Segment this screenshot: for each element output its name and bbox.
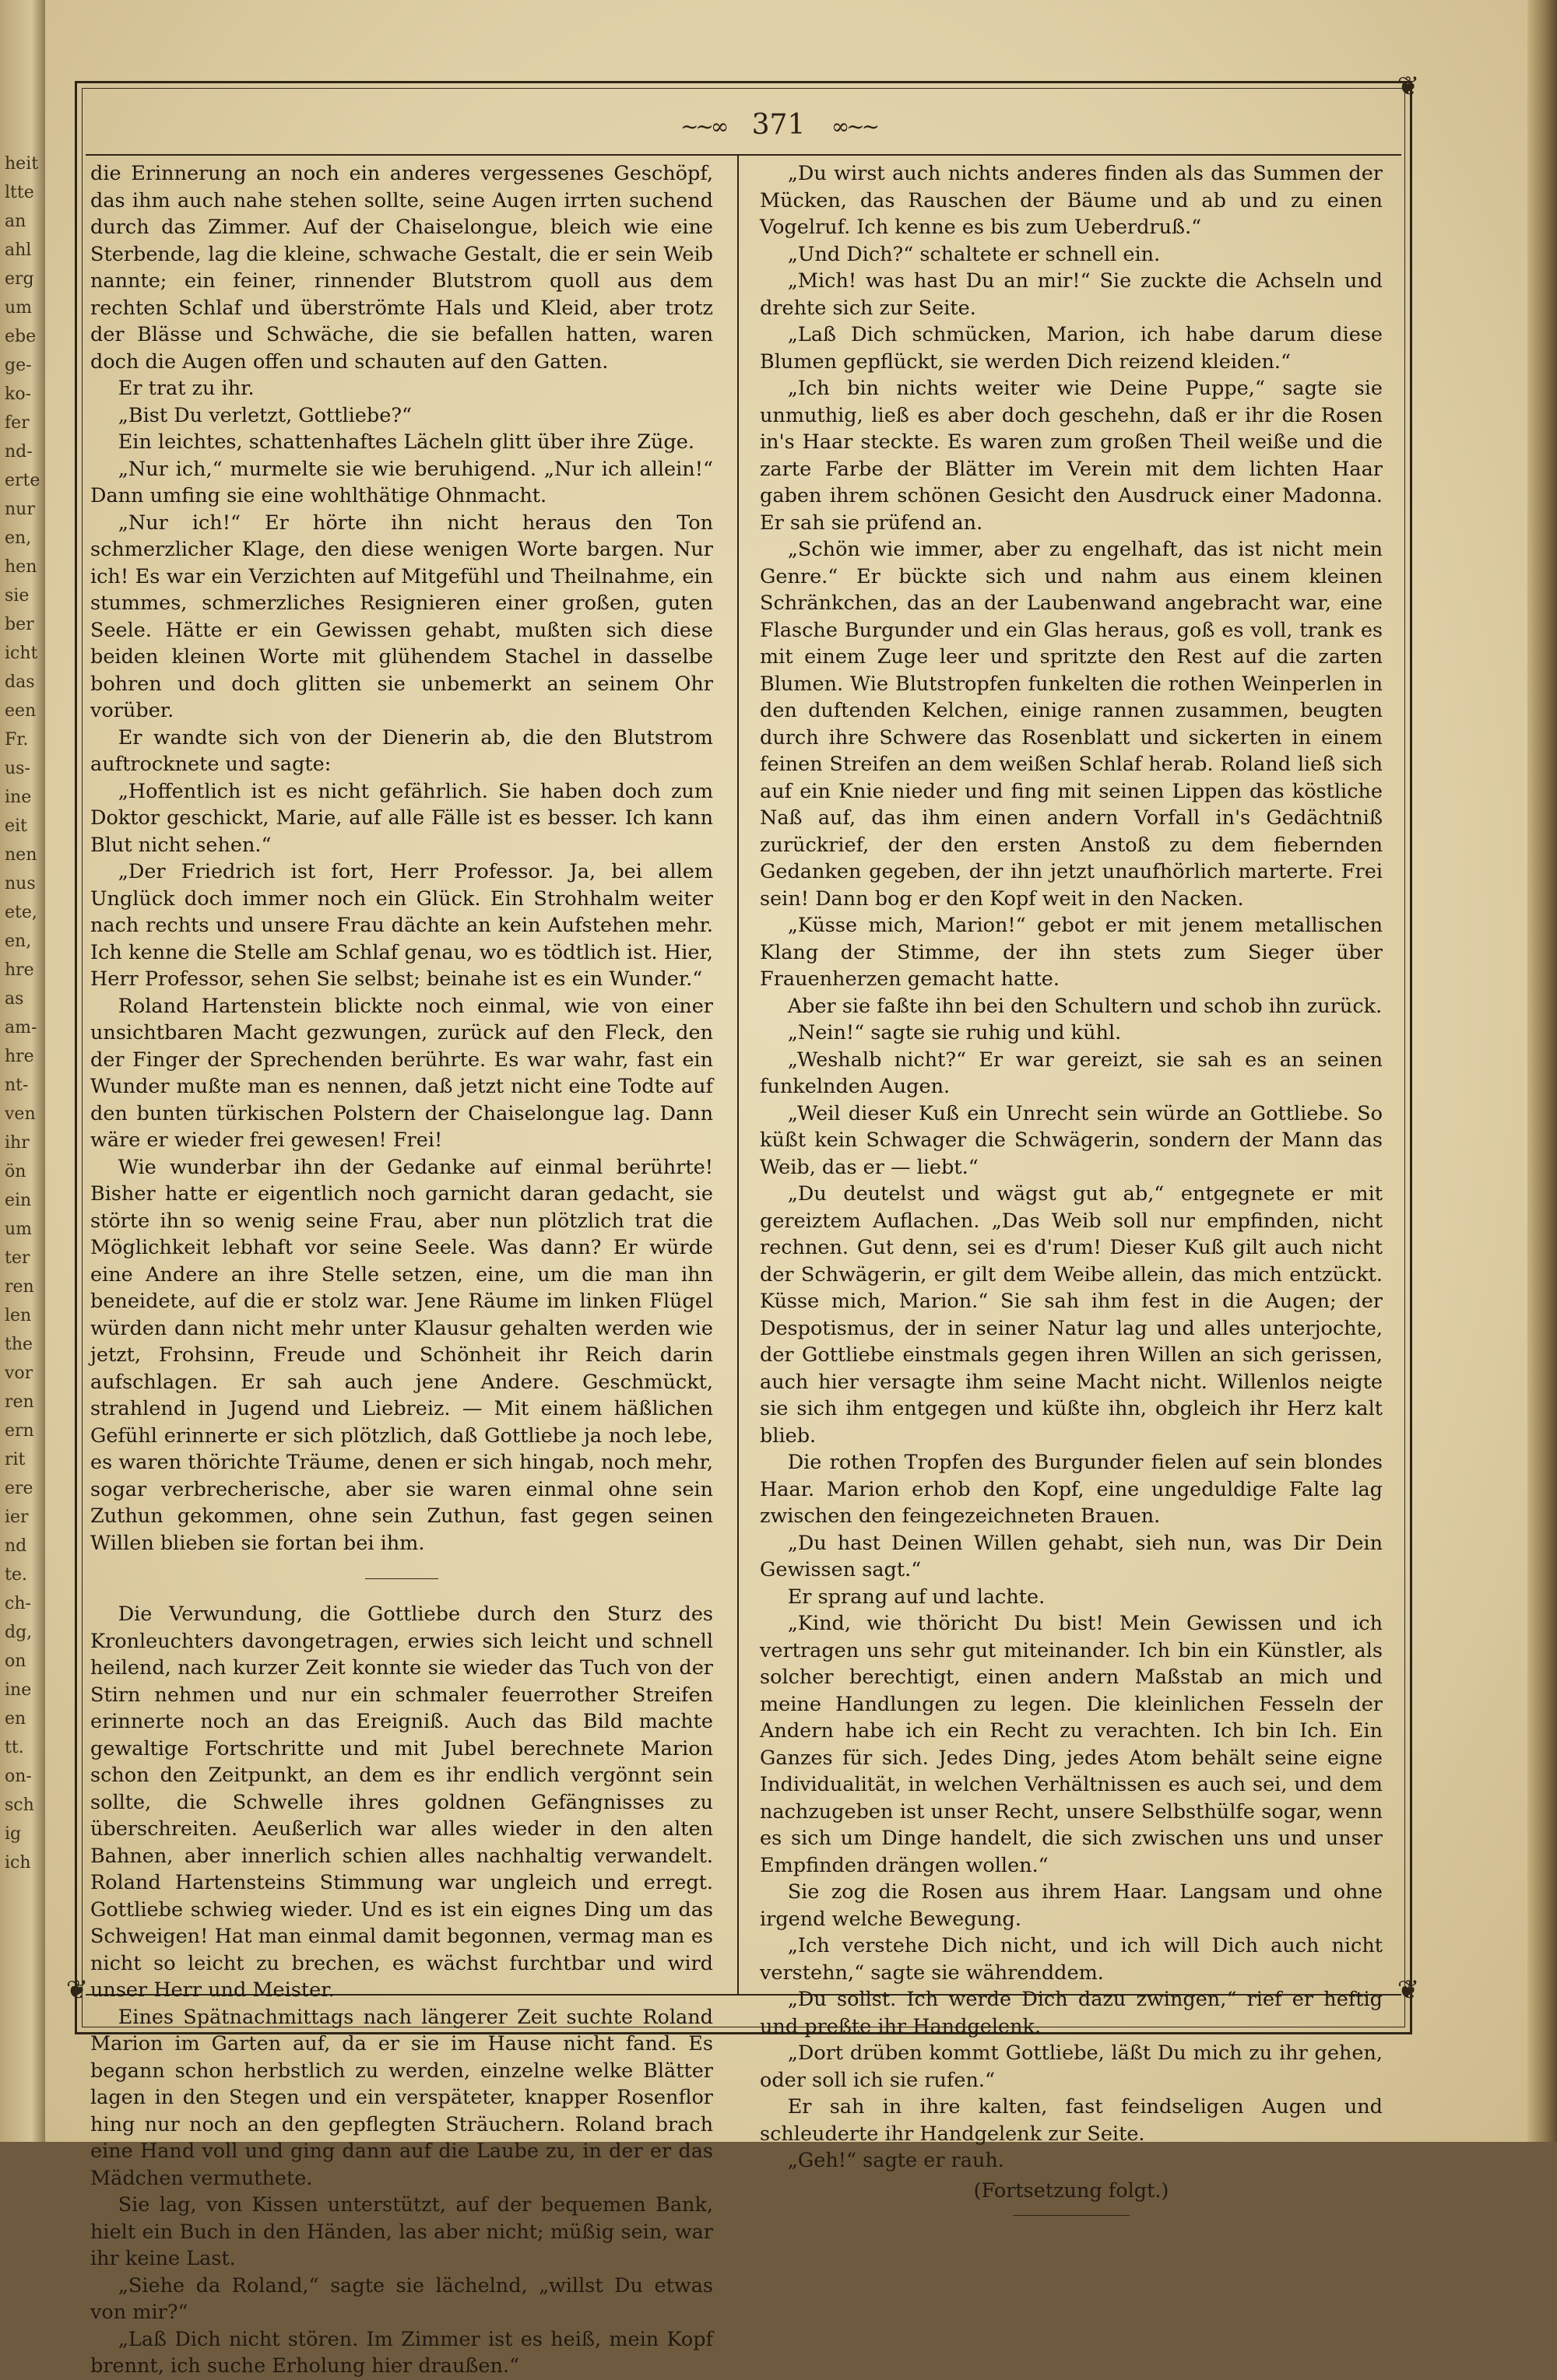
end-separator <box>1013 2215 1130 2216</box>
margin-fragment: ihr <box>5 1135 30 1152</box>
margin-fragment: ch- <box>5 1595 31 1613</box>
paragraph: „Siehe da Roland,“ sagte sie lächelnd, „willst Du etwas von mir?“ <box>90 2273 713 2324</box>
margin-fragment: erg <box>5 271 34 288</box>
paragraph: „Mich! was hast Du an mir!“ Sie zuckte die Achseln und drehte sich zur Seite. <box>760 269 1383 320</box>
paragraph: Er sprang auf und lachte. <box>787 1585 1046 1609</box>
paragraph: „Du deutelst und wägst gut ab,“ entgegnete er mit gereiztem Auflachen. „Das Weib soll nur empfinden, nicht rechnen. Gut denn, sei es d'rum! Dieser Kuß gilt auch nicht der Schwägerin, er gilt dem Weibe allein, das mich entzückt. Küsse mich, Marion.“ Sie sah ihm fest in die Augen; der Despotismus, der in seiner Natur lag und alles unterjochte, der Gottliebe einstmals gegen ihren Willen an sich gerissen, auch hier versagte ihm seine Macht nicht. Willenlos neigte sie sich ihm entgegen und küßte ihn, obgleich ihr Herz kalt blieb. <box>760 1182 1383 1448</box>
margin-fragment: dg, <box>5 1624 33 1641</box>
paragraph: „Du hast Deinen Willen gehabt, sieh nun, was Dir Dein Gewissen sagt.“ <box>760 1531 1383 1581</box>
margin-fragment: ig <box>5 1826 22 1843</box>
paragraph: Die Verwundung, die Gottliebe durch den Sturz des Kronleuchters davongetragen, erwies sich leicht und schnell heilend, nach kurzer Zeit konnte sie wieder das Tuch von der Stirn nehmen und nur ein schmaler feuerrother Streifen erinnerte noch an das Ereigniß. Auch das Bild machte gewaltige Fortschritte und mit Jubel berechnete Marion schon den Zeitpunkt, an dem es ihr endlich vergönnt sein sollte, die Schwelle ihres goldnen Gefängnisses zu überschreiten. Aeußerlich war alles wieder in den alten Bahnen, aber innerlich schien alles nachhaltig verwandelt. Roland Hartensteins Stimmung war ungleich und erregt. Gottliebe schwieg wieder. Und es ist ein eignes Ding um das Schweigen! Hat man einmal damit begonnen, vermag man es nicht so leicht zu brechen, es wächst furchtbar und wird unser Herr und Meister. <box>90 1602 713 2002</box>
paragraph: „Ich verstehe Dich nicht, und ich will Dich auch nicht verstehn,“ sagte sie währenddem. <box>760 1934 1383 1985</box>
paragraph: „Hoffentlich ist es nicht gefährlich. Sie haben doch zum Doktor geschickt, Marie, auf alle Fälle ist es besser. Ich kann Blut nicht sehen.“ <box>90 779 713 857</box>
paragraph: Aber sie faßte ihn bei den Schultern und schob ihn zurück. <box>787 994 1383 1018</box>
paragraph: „Dort drüben kommt Gottliebe, läßt Du mich zu ihr gehen, oder soll ich sie rufen.“ <box>760 2041 1383 2092</box>
margin-fragment: hen <box>5 559 37 576</box>
header-ornament-left: ~~∞ <box>680 114 726 139</box>
margin-fragment: nus <box>5 876 36 893</box>
margin-fragment: the <box>5 1336 33 1353</box>
margin-fragment: Fr. <box>5 732 29 749</box>
paragraph: „Bist Du verletzt, Gottliebe?“ <box>118 403 413 427</box>
margin-fragment: en <box>5 1711 26 1728</box>
margin-fragment: us- <box>5 760 30 778</box>
margin-fragment: vor <box>5 1365 33 1382</box>
margin-fragment: ber <box>5 616 34 634</box>
margin-fragment: nen <box>5 847 37 864</box>
paragraph: Eines Spätnachmittags nach längerer Zeit suchte Roland Marion im Garten auf, da er sie im Hause nicht fand. Es begann schon herbstlich zu werden, einzelne welke Blätter lagen in den Stegen und ein verspäteter, knapper Rosenflor hing nur noch an den gepflegten Sträuchern. Roland brach eine Hand voll und ging dann auf die Laube zu, in der er das Mädchen vermuthete. <box>90 2005 713 2190</box>
paragraph: „Nur ich,“ murmelte sie wie beruhigend. „Nur ich allein!“ Dann umfing sie eine wohlthätige Ohnmacht. <box>90 457 713 507</box>
margin-fragment: nd- <box>5 444 33 461</box>
paragraph: „Weil dieser Kuß ein Unrecht sein würde an Gottliebe. So küßt kein Schwager die Schwägerin, sondern der Mann das Weib, das er — liebt.“ <box>760 1101 1383 1179</box>
corner-ornament-bottom-right: ❦ <box>1397 1975 1420 2006</box>
paragraph: „Du wirst auch nichts anderes finden als das Summen der Mücken, das Rauschen der Bäume und ab und zu einen Vogelruf. Ich kenne es bis zum Ueberdruß.“ <box>760 162 1383 239</box>
margin-fragment: heit <box>5 156 39 173</box>
margin-fragment: ine <box>5 789 32 806</box>
paragraph: „Laß Dich schmücken, Marion, ich habe darum diese Blumen gepflückt, sie werden Dich reizend kleiden.“ <box>760 323 1383 374</box>
margin-fragment: ahl <box>5 242 32 259</box>
margin-fragment: ven <box>5 1106 36 1123</box>
paragraph: „Geh!“ sagte er rauh. <box>787 2149 1004 2172</box>
paragraph: „Nur ich!“ Er hörte ihn nicht heraus den Ton schmerzlicher Klage, den diese wenigen Worte bargen. Nur ich! Es war ein Verzichten auf Mitgefühl und Theilnahme, ein stummes, schmerzliches Resignieren einer großen, guten Seele. Hätte er ein Gewissen gehabt, mußten sich diese beiden kleinen Worte mit glühendem Stachel in dasselbe bohren und doch glitten sie unbemerkt an seinem Ohr vorüber. <box>90 511 713 722</box>
margin-fragment: am- <box>5 1020 37 1037</box>
paragraph: Er sah in ihre kalten, fast feindseligen Augen und schleuderte ihr Handgelenk zur Seite. <box>760 2095 1383 2146</box>
header-rule <box>86 154 1401 156</box>
margin-fragment: ete, <box>5 904 37 921</box>
margin-fragment: erte <box>5 472 40 490</box>
margin-fragment: ier <box>5 1509 29 1526</box>
left-column-text-part-1 <box>90 160 713 1557</box>
header-ornament-right: ∞~~ <box>831 114 877 139</box>
paragraph: Er wandte sich von der Dienerin ab, die den Blutstrom auftrocknete und sagte: <box>90 725 713 776</box>
margin-fragment: fer <box>5 415 30 432</box>
paragraph: „Schön wie immer, aber zu engelhaft, das ist nicht mein Genre.“ Er bückte sich und nahm aus einem kleinen Schränkchen, das an der Laubenwand angebracht war, eine Flasche Burgunder und ein Glas heraus, goß es voll, trank es mit einem Zuge leer und spritzte den Rest auf die zarten Blumen. Wie Blutstropfen funkelten die rothen Weinperlen in den duftenden Kelchen, einige rannen zusammen, beugten durch ihre Schwere das Rosenblatt und sickerten in einem feinen Streifen an dem weißen Schlaf herab. Roland ließ sich auf ein Knie nieder und fing mit seinen Lippen das köstliche Naß auf, das ihm einen andern Vorfall in's Gedächtniß zurückrief, der den ersten Anstoß zu dem fiebernden Gedanken gegeben, der ihn jetzt unaufhörlich marterte. Frei sein! Dann bog er den Kopf weit in den Nacken. <box>760 538 1383 911</box>
margin-fragment: nur <box>5 501 35 518</box>
margin-fragment: hre <box>5 962 34 979</box>
paragraph: „Kind, wie thöricht Du bist! Mein Gewissen und ich vertragen uns sehr gut miteinander. Ich bin ein Künstler, als solcher berechtigt, einen andern Maßstab an mich und meine Handlungen zu legen. Die kleinlichen Fesseln der Andern habe ich ein Recht zu verachten. Ich bin Ich. Ein Ganzes für sich. Jedes Ding, jedes Atom behält seine eigne Individualität, in welchen Verhältnissen es auch sei, und dem nachzugeben ist unser Recht, unsere Selbsthülfe sogar, wenn es sich um Dinge handelt, die sich zwischen uns und unser Empfinden drängen wollen.“ <box>760 1612 1383 1877</box>
right-column-text <box>760 160 1383 2175</box>
corner-ornament-bottom-left: ❦ <box>65 1975 89 2006</box>
page-header <box>0 109 1557 141</box>
paragraph: Er trat zu ihr. <box>118 377 255 400</box>
paragraph: Ein leichtes, schattenhaftes Lächeln glitt über ihre Züge. <box>118 430 694 454</box>
paragraph: Sie lag, von Kissen unterstützt, auf der bequemen Bank, hielt ein Buch in den Händen, las aber nicht; müßig sein, war ihr keine Last. <box>90 2193 713 2270</box>
margin-fragment: ine <box>5 1682 32 1699</box>
corner-ornament-top-right: ❦ <box>1397 71 1420 102</box>
margin-fragment: ere <box>5 1480 33 1497</box>
paragraph: Sie zog die Rosen aus ihrem Haar. Langsam und ohne irgend welche Bewegung. <box>760 1880 1383 1931</box>
margin-fragment: ebe <box>5 328 37 346</box>
left-column <box>90 160 713 2380</box>
paragraph: „Ich bin nichts weiter wie Deine Puppe,“ sagte sie unmuthig, ließ es aber doch geschehn, daß er ihr die Rosen in's Haar steckte. Es waren zum großen Theil weiße und die zarte Farbe der Blätter im Verein mit dem lichten Haar gaben ihrem schönen Gesicht den Ausdruck einer Madonna. Er sah sie prüfend an. <box>760 377 1383 535</box>
margin-fragment: tt. <box>5 1739 24 1757</box>
margin-fragment: an <box>5 213 26 230</box>
page-number: 371 <box>751 109 806 141</box>
margin-fragment: ern <box>5 1423 34 1440</box>
margin-fragment: ein <box>5 1192 32 1209</box>
paragraph: „Und Dich?“ schaltete er schnell ein. <box>787 242 1161 266</box>
margin-fragment: ren <box>5 1279 34 1296</box>
paragraph: „Laß Dich nicht stören. Im Zimmer ist es heiß, mein Kopf brennt, ich suche Erholung hier draußen.“ <box>90 2327 713 2378</box>
margin-fragment: en, <box>5 933 32 950</box>
margin-fragment: nt- <box>5 1077 29 1094</box>
margin-fragment: rit <box>5 1452 26 1469</box>
margin-fragment: ko- <box>5 386 32 403</box>
paragraph: Wie wunderbar ihn der Gedanke auf einmal berührte! Bisher hatte er eigentlich noch garnicht daran gedacht, sie störte ihn so wenig seine Frau, aber nun plötzlich trat die Möglichkeit lebhaft vor seine Seele. Was dann? Er würde eine Andere an ihre Stelle setzen, eine, um die man ihn beneidete, auf die er stolz war. Jene Räume im linken Flügel würden dann nicht mehr unter Klausur gehalten werden wie jetzt, Frohsinn, Freude und Schönheit ihr Reich darin aufschlagen. Er sah auch jene Andere. Geschmückt, strahlend in Jugend und Liebreiz. — Mit einem häßlichen Gefühl erinnerte er sich plötzlich, daß Gottliebe ja noch lebe, es waren thörichte Träume, denen er sich hingab, noch mehr, sogar verbrecherische, aber sie waren einmal ohne sein Zuthun gekommen, ohne sein Zuthun, fast gegen seinen Willen blieben sie fortan bei ihm. <box>90 1155 713 1555</box>
margin-fragment: icht <box>5 645 38 662</box>
paragraph: „Weshalb nicht?“ Er war gereizt, sie sah es an seinen funkelnden Augen. <box>760 1048 1383 1098</box>
margin-fragment: ltte <box>5 184 34 202</box>
paragraph: die Erinnerung an noch ein anderes vergessenes Geschöpf, das ihm auch nahe stehen sollte, seine Augen irrten suchend durch das Zimmer. Auf der Chaiselongue, bleich wie eine Sterbende, lag die kleine, schwache Gestalt, die er sein Weib nannte; ein feiner, rinnender Blutstrom quoll aus dem rechten Schlaf und überströmte Hals und Kleid, aber trotz der Blässe und Schwäche, die sie befallen hatten, waren doch die Augen offen und schauten auf den Gatten. <box>90 162 713 374</box>
section-separator <box>365 1578 438 1579</box>
paragraph: „Der Friedrich ist fort, Herr Professor. Ja, bei allem Unglück doch immer noch ein Glück. Ein Strohhalm weiter nach rechts und unsere Frau dächte an kein Aufstehen mehr. Ich kenne die Stelle am Schlaf genau, wo es tödtlich ist. Hier, Herr Professor, sehen Sie selbst; beinahe ist es ein Wunder.“ <box>90 860 713 991</box>
margin-fragment: ön <box>5 1164 26 1181</box>
margin-fragment: len <box>5 1308 32 1325</box>
previous-page-edge <box>0 0 45 2142</box>
margin-fragment: um <box>5 1221 33 1238</box>
margin-fragment: eit <box>5 818 27 835</box>
margin-fragment: as <box>5 991 24 1008</box>
margin-fragment: ge- <box>5 357 32 374</box>
paragraph: „Küsse mich, Marion!“ gebot er mit jenem metallischen Klang der Stimme, der ihn stets zum Sieger über Frauenherzen gemacht hatte. <box>760 914 1383 991</box>
margin-fragment: hre <box>5 1048 34 1065</box>
margin-fragment: um <box>5 300 33 317</box>
margin-fragment: on- <box>5 1768 32 1785</box>
paragraph: „Nein!“ sagte sie ruhig und kühl. <box>787 1021 1122 1044</box>
right-column <box>760 160 1383 2216</box>
margin-fragment: te. <box>5 1567 27 1584</box>
margin-fragment: een <box>5 703 37 720</box>
margin-fragment: on <box>5 1653 26 1670</box>
paragraph: Roland Hartenstein blickte noch einmal, wie von einer unsichtbaren Macht gezwungen, zurück auf den Fleck, den der Finger der Sprechenden berührte. Es war wahr, fast ein Wunder mußte man es nennen, daß jetzt nicht eine Todte auf den bunten türkischen Polstern der Chaiselongue lag. Dann wäre er wieder frei gewesen! Frei! <box>90 994 713 1152</box>
margin-fragment: ich <box>5 1855 31 1872</box>
margin-fragment: ren <box>5 1394 34 1411</box>
margin-fragment: das <box>5 674 35 691</box>
column-divider <box>737 156 739 1994</box>
margin-fragment: en, <box>5 530 32 547</box>
book-spine-edge <box>1527 0 1557 2142</box>
paragraph: „Du sollst. Ich werde Dich dazu zwingen,“ rief er heftig und preßte ihr Handgelenk. <box>760 1988 1383 2038</box>
left-column-text-part-2 <box>90 1601 713 2380</box>
paragraph: Die rothen Tropfen des Burgunder fielen auf sein blondes Haar. Marion erhob den Kopf, eine ungeduldige Falte lag zwischen den feingezeichneten Brauen. <box>760 1451 1383 1528</box>
margin-fragment: nd <box>5 1538 27 1555</box>
continuation-note: (Fortsetzung folgt.) <box>973 2178 1169 2203</box>
margin-fragment: sch <box>5 1797 34 1814</box>
margin-fragment: sie <box>5 588 30 605</box>
margin-fragment: ter <box>5 1250 30 1267</box>
